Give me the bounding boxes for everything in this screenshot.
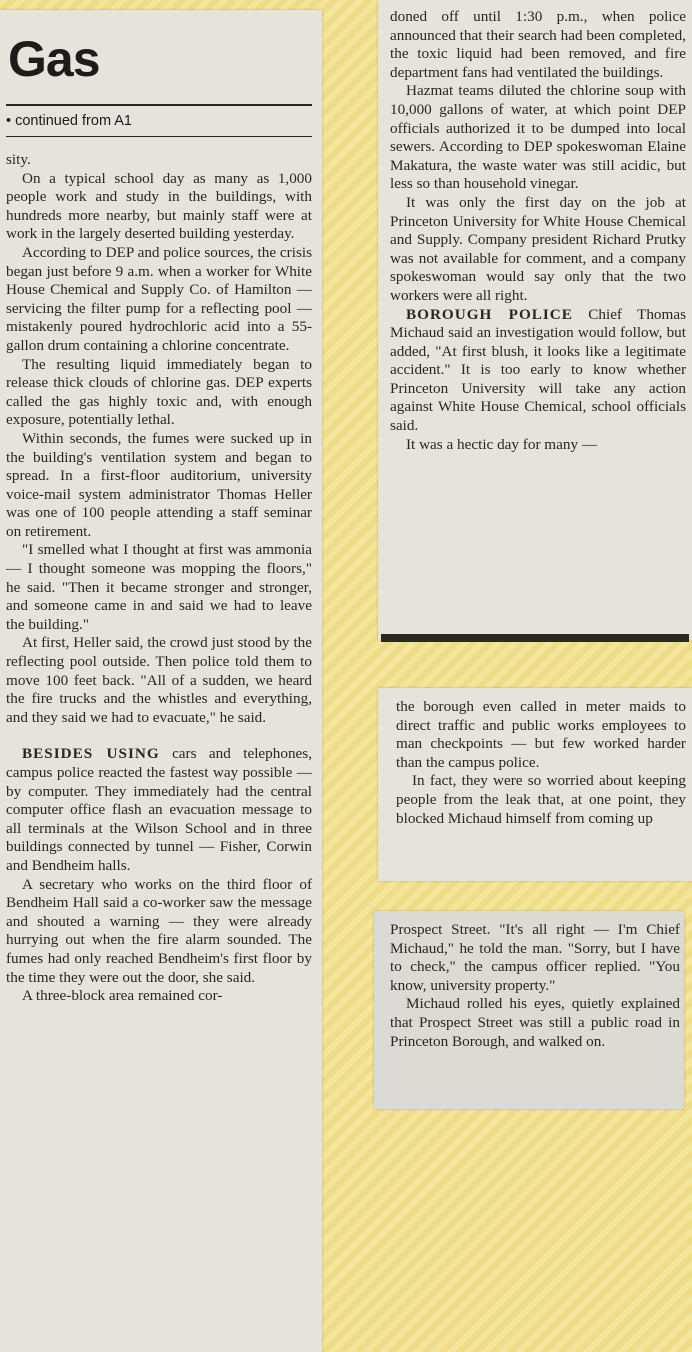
section-lead-in: BESIDES USING xyxy=(22,745,160,763)
article-paragraph: It was a hectic day for many — xyxy=(406,435,598,453)
article-paragraph: In fact, they were so worried about keeping people from the leak that, at one point, they blocked Michaud himself from coming up xyxy=(396,772,686,827)
section-lead-text: cars and telephones, campus police reacted the fastest way possible — by computer. They immediately had the central computer office flash an evacuation message to all terminals at the Wilson School and in three buildings connected by tunnel — Fisher, Corwin and Bendheim halls. xyxy=(6,745,312,874)
headline-rule xyxy=(6,104,312,106)
article-paragraph: doned off until 1:30 p.m., when police announced that their search had been completed, the toxic liquid had been removed, and fire department fans had ventilated the buildings. xyxy=(390,8,686,81)
left-column xyxy=(6,10,312,1006)
article-paragraph: Michaud rolled his eyes, quietly explained that Prospect Street was still a public road in Princeton Borough, and walked on. xyxy=(390,995,680,1050)
article-paragraph: Within seconds, the fumes were sucked up in the building's ventilation system and began to spread. In a first-floor auditorium, university voice-mail system administrator Thomas Heller was one of 100 people attending a staff seminar on retirement. xyxy=(6,429,312,540)
right-bottom-clipping xyxy=(374,911,684,1109)
article-paragraph: It was only the first day on the job at Princeton University for White House Chemical and Supply. Company president Richard Prutky was not available for comment, and a company spokeswoman would say only that the two workers were all right. xyxy=(390,193,686,304)
article-paragraph: Hazmat teams diluted the chlorine soup with 10,000 gallons of water, at which point DEP officials authorized it to be dumped into local sewers. According to DEP spokeswoman Elaine Makatura, the waste water was still acidic, but less so than household vinegar. xyxy=(390,82,686,193)
section-lead-paragraph xyxy=(390,306,686,436)
headline: Gas xyxy=(8,31,100,87)
continued-from-label: • continued from A1 xyxy=(6,113,132,129)
right-middle-clipping xyxy=(378,688,692,881)
section-lead-paragraph xyxy=(6,745,312,875)
article-paragraph: "I smelled what I thought at first was ammonia — I thought someone was mopping the floors," he said. "Then it became stronger and stronger, and someone came in and said we had to leave the building." xyxy=(6,541,312,633)
article-paragraph: A three-block area remained cor- xyxy=(22,987,223,1005)
section-lead-in: BOROUGH POLICE xyxy=(406,305,573,323)
article-paragraph: On a typical school day as many as 1,000 people work and study in the buildings, with hundreds more nearby, but mainly staff were at work in the largely deserted building yesterday. xyxy=(6,169,312,243)
right-top-clipping xyxy=(378,0,692,640)
kicker-rule xyxy=(6,136,312,137)
right-bottom-column xyxy=(390,921,680,1051)
article-paragraph: Prospect Street. "It's all right — I'm Chief Michaud," he told the man. "Sorry, but I have to check," the campus officer replied. "You know, university property." xyxy=(390,921,680,994)
article-paragraph: At first, Heller said, the crowd just stood by the reflecting pool outside. Then police told them to move 100 feet back. "All of a sudden, we heard the fire trucks and the whistles and everything, and they said we had to evacuate," he said. xyxy=(6,634,312,726)
article-paragraph: A secretary who works on the third floor of Bendheim Hall said a co-worker saw the message and shouted a warning — they were already hurrying out when the fire alarm sounded. The fumes had only reached Bendheim's first floor by the time they were out the door, she said. xyxy=(6,875,312,986)
article-paragraph: According to DEP and police sources, the crisis began just before 9 a.m. when a worker for White House Chemical and Supply Co. of Hamilton — servicing the filter pump for a reflecting pool — mistakenly poured hydrochloric acid into a 55-gallon drum containing a chlorine concentrate. xyxy=(6,243,312,354)
left-clipping xyxy=(0,10,322,1352)
right-middle-column xyxy=(396,698,686,828)
section-lead-text: Chief Thomas Michaud said an investigation would follow, but added, "At first blush, it looks like a legitimate accident." It is too early to know whether Princeton University will take any action against White House Chemical, school officials said. xyxy=(390,305,686,435)
right-top-column xyxy=(390,8,686,454)
column-end-rule xyxy=(381,634,689,642)
article-paragraph: The resulting liquid immediately began to release thick clouds of chlorine gas. DEP experts called the gas highly toxic and, with enough exposure, potentially lethal. xyxy=(6,355,312,429)
article-paragraph: the borough even called in meter maids to direct traffic and public works employees to man checkpoints — but few worked harder than the campus police. xyxy=(396,698,686,771)
article-paragraph: sity. xyxy=(6,151,31,168)
